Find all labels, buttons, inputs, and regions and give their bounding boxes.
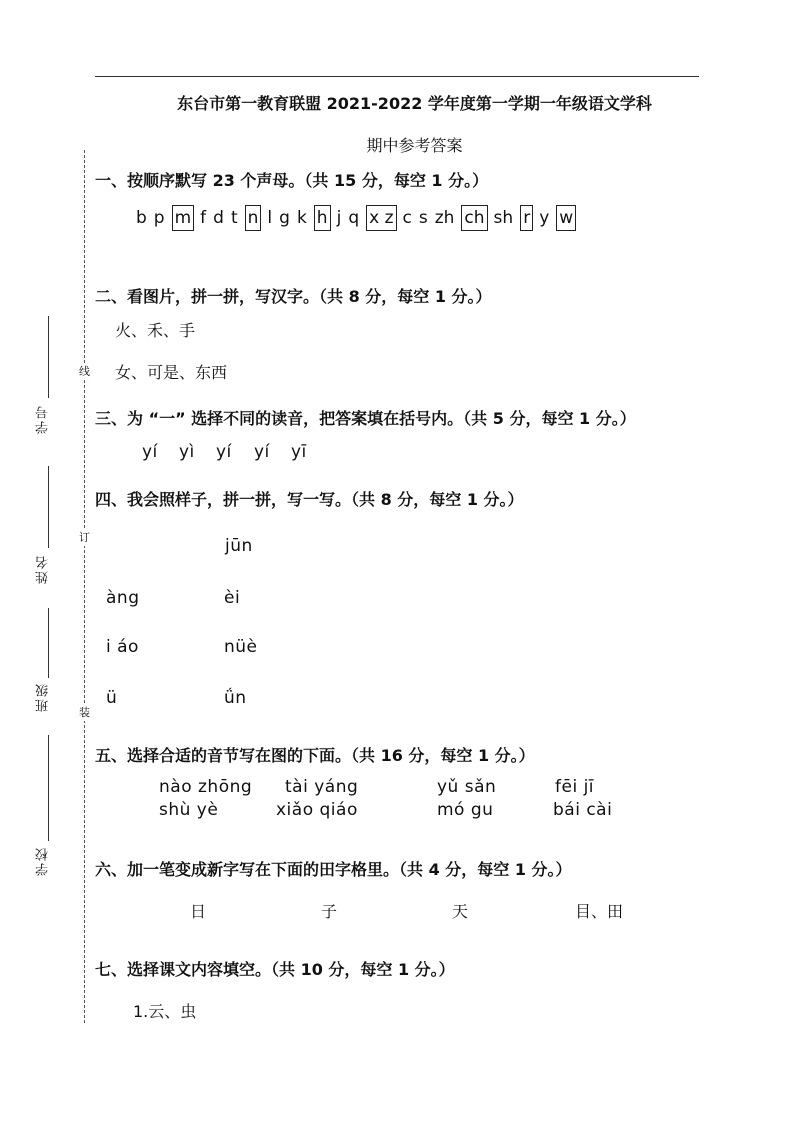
q2-answer-line1: 火、禾、手 — [115, 321, 196, 340]
q6-answer-3: 天 — [452, 902, 469, 921]
q3-heading: 三、为 “一” 选择不同的读音，把答案填在括号内。（共 5 分，每空 1 分。） — [95, 409, 636, 428]
q4-row1-right: jūn — [225, 536, 253, 556]
initial-answer-boxed: ch — [461, 205, 487, 231]
q4-row3-right: nüè — [224, 637, 258, 657]
binding-word-ding: 订 — [79, 531, 90, 544]
document-subtitle: 期中参考答案 — [366, 136, 463, 155]
initial-letter: sh — [493, 208, 514, 228]
q5-row1-1: nào zhōng — [159, 777, 253, 797]
q3-answer-1: yí — [142, 442, 158, 462]
initial-letter: s — [418, 208, 428, 228]
q5-row2-3: mó gu — [437, 800, 494, 820]
q2-answer-line2: 女、可是、东西 — [115, 363, 228, 382]
initial-letter: b — [136, 208, 147, 228]
initial-letter: g — [279, 208, 290, 228]
q4-row2-right: èi — [224, 588, 241, 608]
initial-answer-boxed: x z — [366, 205, 396, 231]
header-rule — [95, 76, 699, 77]
student-id-label: 学号 — [36, 404, 51, 434]
school-line — [48, 735, 49, 841]
class-line — [48, 608, 49, 678]
binding-word-zhuang: 装 — [79, 706, 90, 719]
document-title: 东台市第一教育联盟 2021-2022 学年度第一学期一年级语文学科 — [177, 94, 652, 113]
q4-row4-right: ǘn — [224, 688, 247, 708]
initial-letter: f — [200, 208, 207, 228]
initial-answer-boxed: n — [245, 205, 262, 231]
initial-letter: p — [153, 208, 165, 228]
q1-heading: 一、按顺序默写 23 个声母。（共 15 分，每空 1 分。） — [95, 171, 489, 190]
initial-letter: d — [213, 208, 224, 228]
q5-row2-1: shù yè — [159, 800, 219, 820]
initials-sequence — [136, 205, 582, 231]
q5-row2-4: bái cài — [553, 800, 613, 820]
q7-answer-1: 1.云、虫 — [133, 1002, 197, 1021]
q4-row2-left: àng — [106, 588, 140, 608]
q5-heading: 五、选择合适的音节写在图的下面。（共 16 分，每空 1 分。） — [95, 746, 535, 765]
q5-row1-4: fēi jī — [555, 777, 595, 797]
initial-answer-boxed: h — [314, 205, 331, 231]
initial-letter: k — [296, 208, 307, 228]
school-label: 学校 — [36, 846, 51, 876]
q3-answer-4: yí — [254, 442, 270, 462]
q4-row4-left: ü — [106, 688, 118, 708]
initial-letter: q — [348, 208, 360, 228]
q4-heading: 四、我会照样子，拼一拼，写一写。（共 8 分，每空 1 分。） — [95, 490, 524, 509]
initial-letter: y — [539, 208, 550, 228]
q6-answer-1: 日 — [190, 902, 207, 921]
initial-letter: zh — [434, 208, 455, 228]
name-line — [48, 466, 49, 548]
class-label: 班级 — [36, 682, 51, 712]
initial-letter: c — [402, 208, 412, 228]
binding-dashed-line — [84, 150, 85, 1023]
q5-row2-2: xiǎo qiáo — [276, 800, 358, 820]
q4-row3-left: i áo — [106, 637, 139, 657]
q5-row1-3: yǔ sǎn — [437, 777, 497, 797]
q3-answer-5: yī — [291, 442, 307, 462]
q5-row1-2: tài yáng — [285, 777, 359, 797]
initial-answer-boxed: w — [556, 205, 576, 231]
initial-letter: t — [230, 208, 238, 228]
q3-answer-2: yì — [179, 442, 195, 462]
initial-letter: l — [267, 208, 273, 228]
student-id-line — [48, 316, 49, 398]
q6-heading: 六、加一笔变成新字写在下面的田字格里。（共 4 分，每空 1 分。） — [95, 860, 572, 879]
binding-word-xian: 线 — [79, 365, 90, 378]
q2-heading: 二、看图片，拼一拼，写汉字。（共 8 分，每空 1 分。） — [95, 287, 492, 306]
q6-answer-2: 子 — [321, 902, 338, 921]
name-label: 姓名 — [36, 554, 51, 584]
initial-answer-boxed: m — [172, 205, 195, 231]
q7-heading: 七、选择课文内容填空。（共 10 分，每空 1 分。） — [95, 960, 455, 979]
q6-answer-4: 目、田 — [575, 902, 624, 921]
initial-letter: j — [336, 208, 342, 228]
q3-answer-3: yí — [216, 442, 232, 462]
initial-answer-boxed: r — [520, 205, 533, 231]
